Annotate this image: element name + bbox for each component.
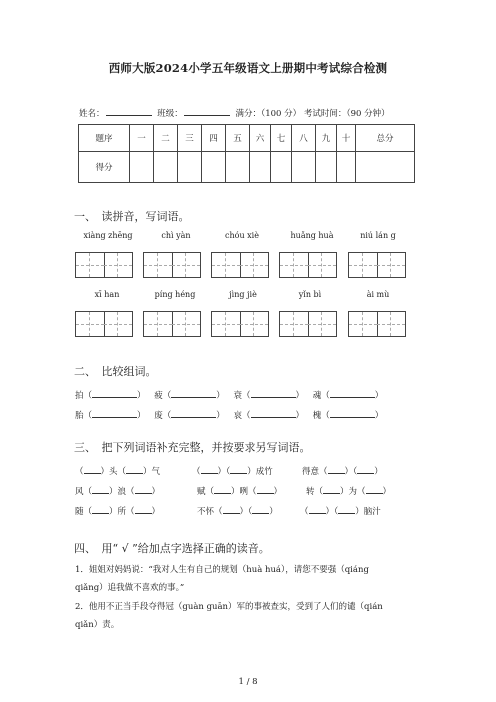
compare-char: 废 [154, 411, 163, 421]
answer-blank[interactable] [230, 465, 247, 474]
idiom-item: （ ）（ ）脑汁 [300, 507, 381, 517]
answer-blank[interactable] [171, 409, 216, 418]
writing-grid[interactable] [211, 252, 269, 278]
idiom-item: （ ）（ ）成竹 [192, 467, 273, 477]
answer-blank[interactable] [214, 485, 231, 494]
answer-blank[interactable] [223, 505, 240, 514]
answer-blank[interactable] [330, 389, 375, 398]
idiom-item: 随（ ）所（ ） [75, 507, 161, 517]
pinyin-label: xī han [94, 290, 120, 299]
pinyin-label: niú lán g [360, 231, 396, 240]
answer-blank[interactable] [84, 465, 101, 474]
score-row-label: 得分 [79, 152, 130, 183]
answer-blank[interactable] [201, 465, 218, 474]
writing-grid[interactable] [348, 252, 406, 278]
pinyin-label: chóu xiè [225, 231, 259, 240]
score-cell[interactable] [250, 152, 271, 183]
name-label: 姓名： [79, 109, 105, 119]
pinyin-label: píng héng [154, 290, 196, 299]
answer-blank[interactable] [309, 505, 326, 514]
pinyin-label: chì yàn [161, 231, 191, 240]
full-score: 满分：（100 分） [235, 109, 302, 119]
idiom-item: （ ）头（ ）气 [75, 467, 161, 477]
answer-blank[interactable] [338, 505, 355, 514]
answer-blank[interactable] [171, 389, 216, 398]
score-cell[interactable] [356, 152, 415, 183]
score-cell[interactable] [337, 152, 356, 183]
answer-blank[interactable] [126, 465, 143, 474]
student-info-line [79, 107, 390, 119]
answer-blank[interactable] [92, 409, 137, 418]
writing-grid[interactable] [143, 252, 201, 278]
compare-char: 胎 [75, 411, 84, 421]
pinyin-label: ài mù [366, 290, 390, 299]
pinyin-label: huǎng huà [290, 231, 334, 240]
page-title: 西师大版2024小学五年级语文上册期中考试综合检测 [108, 61, 388, 75]
compare-char: 哀 [233, 411, 242, 421]
idiom-item: 得意（ ）（ ） [302, 467, 383, 477]
q4-line: qiǎng）追我做不喜欢的事。” [75, 583, 185, 593]
answer-blank[interactable] [92, 505, 109, 514]
writing-grid[interactable] [143, 311, 201, 337]
score-cell[interactable] [202, 152, 226, 183]
answer-blank[interactable] [323, 485, 340, 494]
compare-char: 槐 [312, 411, 322, 421]
answer-blank[interactable] [251, 409, 296, 418]
writing-grid[interactable] [348, 311, 406, 337]
compare-char: 魂 [312, 391, 322, 401]
section-1-heading: 一、 读拼音，写词语。 [74, 210, 190, 223]
answer-blank[interactable] [251, 389, 296, 398]
q4-line: 1．姐姐对妈妈说：“我对人生有自己的规划（huà huá），请您不要强（qiáng [75, 565, 369, 575]
score-header-cell: 四 [202, 125, 226, 152]
answer-blank[interactable] [357, 465, 374, 474]
name-blank[interactable] [106, 107, 152, 116]
section-3-heading: 三、 把下列词语补充完整，并按要求另写词语。 [74, 441, 311, 454]
score-header-cell: 九 [316, 125, 337, 152]
writing-grid[interactable] [279, 252, 337, 278]
score-table [78, 124, 415, 183]
idiom-item: 不怀（ ）（ ） [197, 507, 278, 517]
answer-blank[interactable] [252, 505, 269, 514]
compare-char: 疲 [154, 391, 163, 401]
score-header-cell: 七 [271, 125, 292, 152]
answer-blank[interactable] [135, 485, 152, 494]
answer-blank[interactable] [366, 485, 383, 494]
writing-grid[interactable] [279, 311, 337, 337]
compare-row-2: 胎（ ） 废（ ） 哀（ ） 槐（ ） [75, 411, 384, 421]
idiom-item: 风（ ）浪（ ） [75, 487, 161, 497]
score-cell[interactable] [154, 152, 178, 183]
compare-char: 衰 [233, 391, 242, 401]
score-cell[interactable] [226, 152, 250, 183]
pinyin-label: xiàng zhēng [83, 231, 133, 240]
compare-char: 拍 [75, 391, 84, 401]
q4-line: 2．他用不正当手段夺得冠（guàn guān）军的事被查实，受到了人们的谴（qián [75, 602, 383, 612]
page-number: 1 / 8 [238, 677, 258, 687]
q4-line: qiǎn）责。 [75, 620, 120, 630]
score-cell[interactable] [271, 152, 292, 183]
writing-grid[interactable] [211, 311, 269, 337]
pinyin-label: yǐn bì [298, 290, 322, 299]
score-cell[interactable] [292, 152, 316, 183]
score-header-cell: 二 [154, 125, 178, 152]
score-header-cell: 五 [226, 125, 250, 152]
answer-blank[interactable] [328, 465, 345, 474]
answer-blank[interactable] [92, 485, 109, 494]
writing-grid[interactable] [75, 311, 133, 337]
score-cell[interactable] [316, 152, 337, 183]
score-cell[interactable] [130, 152, 154, 183]
score-header-cell: 题序 [79, 125, 130, 152]
score-header-cell: 六 [250, 125, 271, 152]
answer-blank[interactable] [257, 485, 274, 494]
class-label: 班级： [157, 109, 183, 119]
writing-grid[interactable] [75, 252, 133, 278]
class-blank[interactable] [184, 107, 230, 116]
score-header-cell: 八 [292, 125, 316, 152]
exam-time: 考试时间：（90 分钟） [303, 109, 390, 119]
answer-blank[interactable] [330, 409, 375, 418]
answer-blank[interactable] [135, 505, 152, 514]
score-header-cell: 三 [178, 125, 202, 152]
answer-blank[interactable] [92, 389, 137, 398]
pinyin-label: jìng jiè [229, 290, 257, 299]
idiom-item: 转（ ）为（ ） [306, 487, 392, 497]
section-2-heading: 二、 比较组词。 [74, 365, 157, 378]
score-header-cell: 总分 [356, 125, 415, 152]
score-header-cell: 十 [337, 125, 356, 152]
idiom-item: 赋（ ）咧（ ） [197, 487, 283, 497]
score-header-cell: 一 [130, 125, 154, 152]
section-4-heading: 四、 用“ √ ”给加点字选择正确的读音。 [74, 542, 270, 555]
score-cell[interactable] [178, 152, 202, 183]
compare-row-1: 拍（ ） 疲（ ） 衰（ ） 魂（ ） [75, 391, 384, 401]
